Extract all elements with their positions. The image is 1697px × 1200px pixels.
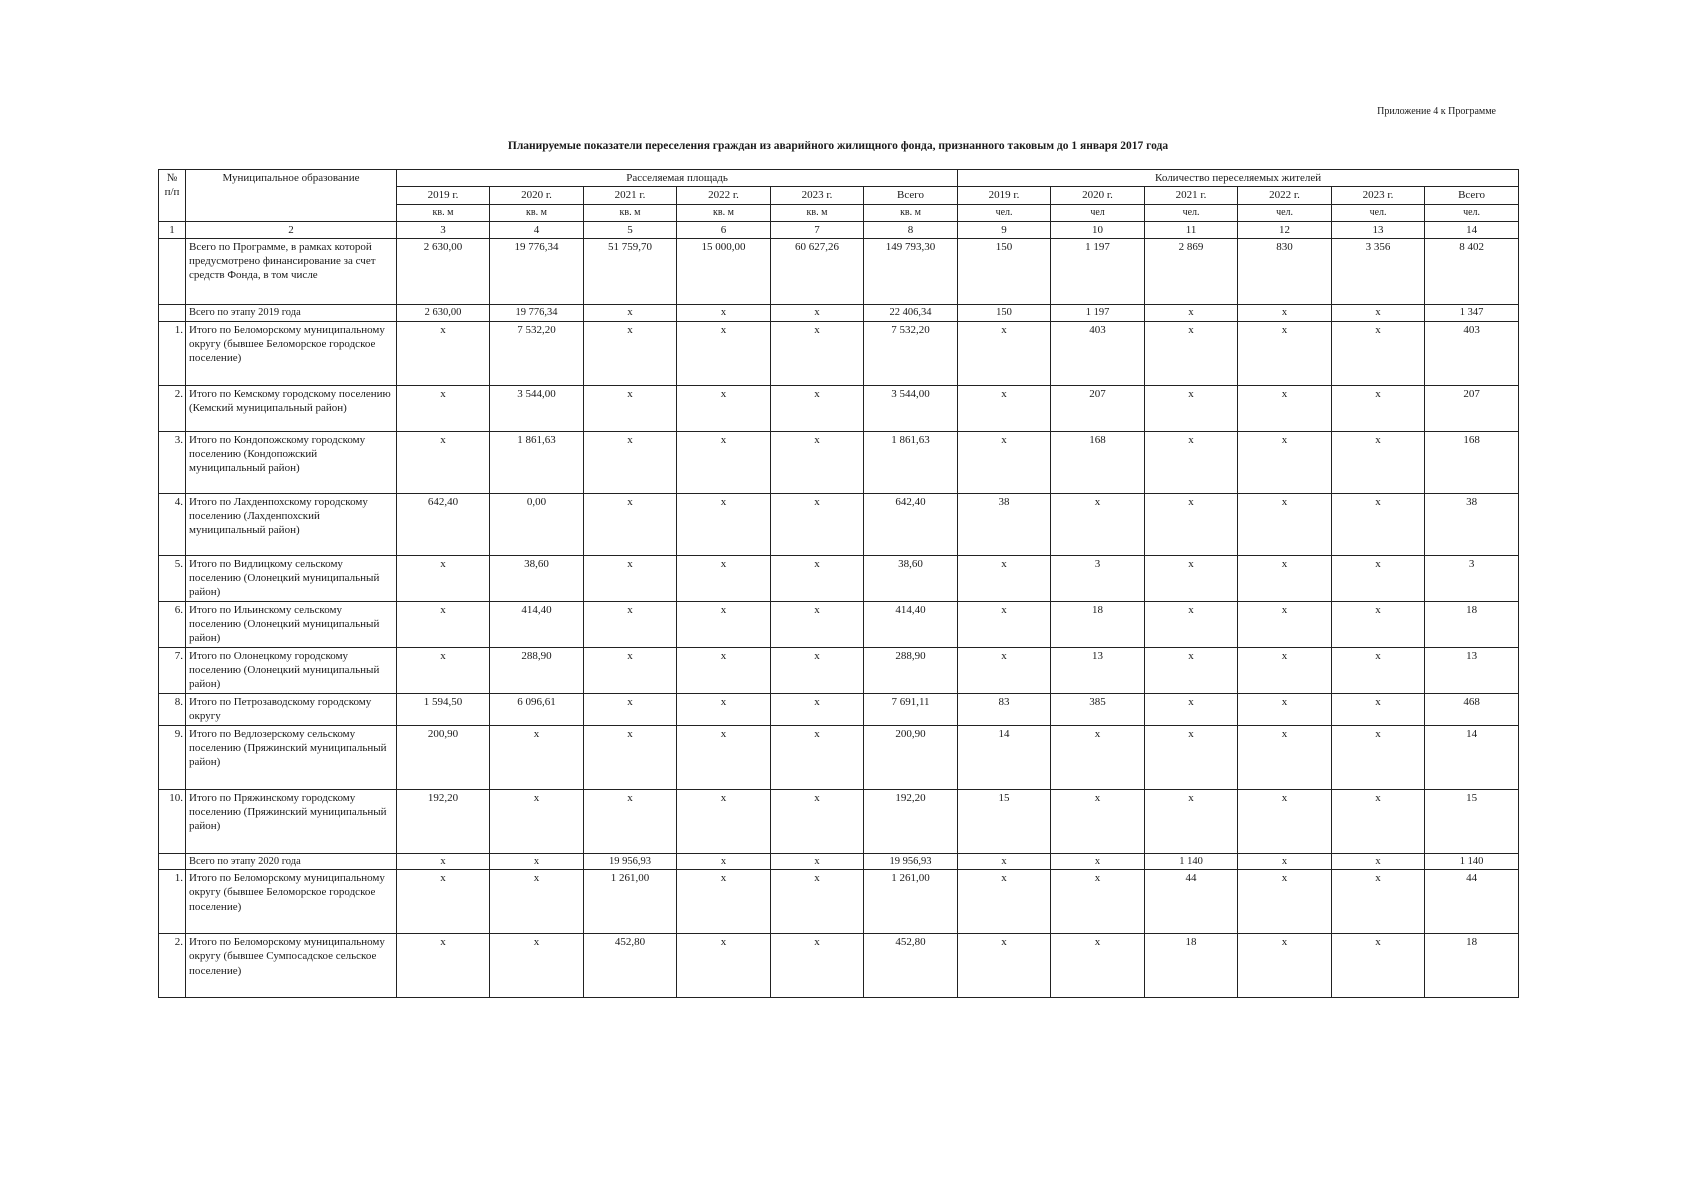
table-row (159, 431, 1519, 493)
residents-value-cell: x (1238, 693, 1332, 725)
residents-value-cell: 38 (958, 493, 1051, 555)
residents-value-cell: 1 140 (1145, 853, 1238, 870)
area-value-cell: x (771, 601, 864, 647)
col-number: 1 (159, 221, 186, 238)
header-res-year: 2021 г. (1145, 187, 1238, 204)
residents-value-cell: x (1051, 789, 1145, 853)
header-area-unit: кв. м (397, 204, 490, 221)
residents-value-cell: x (1238, 321, 1332, 385)
area-value-cell: x (677, 725, 771, 789)
stage-summary-row (159, 853, 1519, 870)
residents-value-cell: x (1238, 725, 1332, 789)
area-value-cell: x (677, 493, 771, 555)
col-number: 2 (186, 221, 397, 238)
area-value-cell: 3 544,00 (864, 385, 958, 431)
col-number: 7 (771, 221, 864, 238)
header-area-unit: кв. м (864, 204, 958, 221)
residents-value-cell: 13 (1425, 647, 1519, 693)
residents-value-cell: x (1145, 385, 1238, 431)
residents-value-cell: x (1145, 304, 1238, 321)
area-value-cell: 60 627,26 (771, 238, 864, 304)
area-value-cell: x (677, 304, 771, 321)
municipality-name: Итого по Пряжинскому городскому поселению (Пряжинский муниципальный район) (186, 789, 397, 853)
residents-value-cell: x (958, 934, 1051, 998)
area-value-cell: 7 532,20 (864, 321, 958, 385)
residents-value-cell: x (1332, 304, 1425, 321)
residents-value-cell: x (958, 431, 1051, 493)
area-value-cell: 0,00 (490, 493, 584, 555)
area-value-cell: x (584, 385, 677, 431)
residents-value-cell: 3 (1425, 555, 1519, 601)
residents-value-cell: 150 (958, 238, 1051, 304)
header-res-year: 2022 г. (1238, 187, 1332, 204)
municipality-name: Итого по Ильинскому сельскому поселению (Олонецкий муниципальный район) (186, 601, 397, 647)
residents-value-cell: 403 (1425, 321, 1519, 385)
header-res-unit: чел (1051, 204, 1145, 221)
area-value-cell: 1 261,00 (864, 870, 958, 934)
header-area-group: Расселяемая площадь (397, 170, 958, 187)
area-value-cell: x (397, 870, 490, 934)
residents-value-cell: x (1145, 789, 1238, 853)
row-number: 2. (159, 385, 186, 431)
residents-value-cell: x (958, 385, 1051, 431)
residents-value-cell: x (1332, 647, 1425, 693)
municipality-name: Итого по Кондопожскому городскому поселению (Кондопожский муниципальный район) (186, 431, 397, 493)
area-value-cell: 19 776,34 (490, 238, 584, 304)
col-number: 12 (1238, 221, 1332, 238)
residents-value-cell: x (1238, 431, 1332, 493)
header-area-unit: кв. м (677, 204, 771, 221)
area-value-cell: x (397, 431, 490, 493)
row-number: 10. (159, 789, 186, 853)
area-value-cell: x (397, 853, 490, 870)
area-value-cell: x (677, 853, 771, 870)
residents-value-cell: 1 197 (1051, 238, 1145, 304)
municipality-name: Всего по этапу 2019 года (186, 304, 397, 321)
residents-value-cell: x (1238, 493, 1332, 555)
municipality-name: Итого по Ведлозерскому сельскому поселению (Пряжинский муниципальный район) (186, 725, 397, 789)
area-value-cell: x (397, 647, 490, 693)
area-value-cell: x (584, 725, 677, 789)
area-value-cell: 1 861,63 (490, 431, 584, 493)
residents-value-cell: x (1238, 304, 1332, 321)
residents-value-cell: x (1145, 601, 1238, 647)
municipality-name: Всего по этапу 2020 года (186, 853, 397, 870)
residents-value-cell: x (1238, 555, 1332, 601)
residents-value-cell: 385 (1051, 693, 1145, 725)
header-res-year: 2020 г. (1051, 187, 1145, 204)
area-value-cell: 6 096,61 (490, 693, 584, 725)
header-area-year: 2020 г. (490, 187, 584, 204)
header-no-line1: № (166, 172, 178, 184)
area-value-cell: x (771, 493, 864, 555)
area-value-cell: x (584, 693, 677, 725)
area-value-cell: x (397, 321, 490, 385)
area-value-cell: 1 594,50 (397, 693, 490, 725)
col-number: 3 (397, 221, 490, 238)
residents-value-cell: x (958, 870, 1051, 934)
area-value-cell: 19 956,93 (584, 853, 677, 870)
area-value-cell: 7 532,20 (490, 321, 584, 385)
area-value-cell: x (677, 789, 771, 853)
residents-value-cell: 830 (1238, 238, 1332, 304)
col-number: 5 (584, 221, 677, 238)
area-value-cell: x (397, 601, 490, 647)
area-value-cell: x (490, 934, 584, 998)
area-value-cell: 452,80 (584, 934, 677, 998)
residents-value-cell: 44 (1145, 870, 1238, 934)
area-value-cell: x (771, 789, 864, 853)
residents-value-cell: 44 (1425, 870, 1519, 934)
row-number: 8. (159, 693, 186, 725)
residents-value-cell: x (1332, 321, 1425, 385)
municipality-name: Итого по Олонецкому городскому поселению (Олонецкий муниципальный район) (186, 647, 397, 693)
municipality-name: Итого по Беломорскому муниципальному округу (бывшее Сумпосадское сельское поселение) (186, 934, 397, 998)
col-number: 13 (1332, 221, 1425, 238)
area-value-cell: x (584, 601, 677, 647)
residents-value-cell: 18 (1051, 601, 1145, 647)
residents-value-cell: x (1332, 870, 1425, 934)
area-value-cell: 19 776,34 (490, 304, 584, 321)
table-row (159, 601, 1519, 647)
area-value-cell: x (584, 321, 677, 385)
table-row (159, 789, 1519, 853)
residents-value-cell: x (1145, 555, 1238, 601)
area-value-cell: x (771, 555, 864, 601)
residents-value-cell: x (958, 853, 1051, 870)
area-value-cell: x (677, 431, 771, 493)
area-value-cell: x (771, 431, 864, 493)
residents-value-cell: 14 (1425, 725, 1519, 789)
page-title: Планируемые показатели переселения граждан из аварийного жилищного фонда, признанного таковым до 1 января 2017 года (507, 140, 1169, 152)
header-area-year: 2023 г. (771, 187, 864, 204)
area-value-cell: x (771, 693, 864, 725)
col-number: 6 (677, 221, 771, 238)
municipality-name: Итого по Видлицкому сельскому поселению (Олонецкий муниципальный район) (186, 555, 397, 601)
area-value-cell: x (677, 693, 771, 725)
area-value-cell: 51 759,70 (584, 238, 677, 304)
area-value-cell: x (490, 789, 584, 853)
header-row-colnumbers (159, 221, 1519, 238)
residents-value-cell: x (1332, 493, 1425, 555)
residents-value-cell: x (1051, 493, 1145, 555)
residents-value-cell: 18 (1145, 934, 1238, 998)
area-value-cell: x (584, 789, 677, 853)
area-value-cell: x (771, 647, 864, 693)
municipality-name: Итого по Беломорскому муниципальному округу (бывшее Беломорское городское поселение) (186, 870, 397, 934)
area-value-cell: x (677, 934, 771, 998)
residents-value-cell: 1 347 (1425, 304, 1519, 321)
residents-value-cell: x (958, 647, 1051, 693)
row-number: 5. (159, 555, 186, 601)
residents-value-cell: x (1145, 647, 1238, 693)
residents-value-cell: 3 (1051, 555, 1145, 601)
area-value-cell: 200,90 (864, 725, 958, 789)
residents-value-cell: x (958, 555, 1051, 601)
area-value-cell: 192,20 (864, 789, 958, 853)
table-row (159, 385, 1519, 431)
area-value-cell: x (584, 304, 677, 321)
area-value-cell: x (771, 934, 864, 998)
residents-value-cell: 15 (1425, 789, 1519, 853)
row-number (159, 853, 186, 870)
row-number: 2. (159, 934, 186, 998)
residents-value-cell: 13 (1051, 647, 1145, 693)
table-row (159, 725, 1519, 789)
residents-value-cell: x (1145, 725, 1238, 789)
area-value-cell: 2 630,00 (397, 238, 490, 304)
area-value-cell: x (490, 870, 584, 934)
residents-value-cell: x (1332, 853, 1425, 870)
municipality-name: Итого по Беломорскому муниципальному округу (бывшее Беломорское городское поселение) (186, 321, 397, 385)
area-value-cell: 642,40 (397, 493, 490, 555)
header-area-year: Всего (864, 187, 958, 204)
col-number: 10 (1051, 221, 1145, 238)
area-value-cell: 414,40 (490, 601, 584, 647)
area-value-cell: 192,20 (397, 789, 490, 853)
header-res-year: 2019 г. (958, 187, 1051, 204)
area-value-cell: x (397, 555, 490, 601)
row-number (159, 304, 186, 321)
residents-value-cell: x (1145, 693, 1238, 725)
header-area-year: 2022 г. (677, 187, 771, 204)
area-value-cell: 642,40 (864, 493, 958, 555)
area-value-cell: x (677, 555, 771, 601)
residents-value-cell: x (1145, 431, 1238, 493)
residents-value-cell: x (1145, 321, 1238, 385)
residents-value-cell: 207 (1425, 385, 1519, 431)
residents-value-cell: 468 (1425, 693, 1519, 725)
municipality-name: Итого по Петрозаводскому городскому округу (186, 693, 397, 725)
residents-value-cell: 2 869 (1145, 238, 1238, 304)
area-value-cell: 414,40 (864, 601, 958, 647)
header-res-unit: чел. (1238, 204, 1332, 221)
area-value-cell: 200,90 (397, 725, 490, 789)
residents-value-cell: x (1332, 725, 1425, 789)
stage-summary-row (159, 304, 1519, 321)
header-res-unit: чел. (1332, 204, 1425, 221)
residents-value-cell: x (1238, 385, 1332, 431)
municipality-name: Итого по Кемскому городскому поселению (Кемский муниципальный район) (186, 385, 397, 431)
area-value-cell: x (677, 601, 771, 647)
residents-value-cell: x (1238, 789, 1332, 853)
residents-value-cell: x (1238, 934, 1332, 998)
table-row (159, 555, 1519, 601)
residents-value-cell: 168 (1425, 431, 1519, 493)
table-row (159, 647, 1519, 693)
residents-value-cell: x (958, 321, 1051, 385)
col-number: 9 (958, 221, 1051, 238)
area-value-cell: x (584, 555, 677, 601)
table-row (159, 493, 1519, 555)
residents-value-cell: 14 (958, 725, 1051, 789)
program-total-row (159, 238, 1519, 304)
area-value-cell: 7 691,11 (864, 693, 958, 725)
area-value-cell: x (677, 321, 771, 385)
area-value-cell: 38,60 (864, 555, 958, 601)
area-value-cell: x (397, 934, 490, 998)
residents-value-cell: 1 197 (1051, 304, 1145, 321)
header-res-year: 2023 г. (1332, 187, 1425, 204)
residents-value-cell: x (1051, 853, 1145, 870)
area-value-cell: x (584, 431, 677, 493)
area-value-cell: 22 406,34 (864, 304, 958, 321)
col-number: 14 (1425, 221, 1519, 238)
header-no-line2: п/п (164, 186, 180, 199)
area-value-cell: 38,60 (490, 555, 584, 601)
area-value-cell: x (771, 321, 864, 385)
header-residents-group: Количество переселяемых жителей (958, 170, 1519, 187)
residents-value-cell: x (1238, 853, 1332, 870)
residents-value-cell: x (1332, 789, 1425, 853)
residents-value-cell: x (1238, 870, 1332, 934)
residents-value-cell: 8 402 (1425, 238, 1519, 304)
residents-value-cell: x (1051, 870, 1145, 934)
col-number: 4 (490, 221, 584, 238)
area-value-cell: 452,80 (864, 934, 958, 998)
residents-value-cell: x (1332, 431, 1425, 493)
header-res-unit: чел. (1425, 204, 1519, 221)
table-row (159, 870, 1519, 934)
area-value-cell: 2 630,00 (397, 304, 490, 321)
area-value-cell: 3 544,00 (490, 385, 584, 431)
row-number: 6. (159, 601, 186, 647)
area-value-cell: x (771, 853, 864, 870)
table-row (159, 321, 1519, 385)
header-area-unit: кв. м (584, 204, 677, 221)
municipality-name: Итого по Лахденпохскому городскому поселению (Лахденпохский муниципальный район) (186, 493, 397, 555)
residents-value-cell: x (1332, 555, 1425, 601)
residents-value-cell: x (1332, 693, 1425, 725)
area-value-cell: x (771, 725, 864, 789)
residents-value-cell: x (1051, 725, 1145, 789)
row-number: 1. (159, 321, 186, 385)
header-res-unit: чел. (1145, 204, 1238, 221)
residents-value-cell: x (1332, 601, 1425, 647)
residents-value-cell: 38 (1425, 493, 1519, 555)
area-value-cell: x (490, 725, 584, 789)
residents-value-cell: 403 (1051, 321, 1145, 385)
area-value-cell: x (771, 385, 864, 431)
row-number: 9. (159, 725, 186, 789)
row-number: 1. (159, 870, 186, 934)
municipality-name: Всего по Программе, в рамках которой предусмотрено финансирование за счет средств Фонда, в том числе (186, 238, 397, 304)
residents-value-cell: x (1332, 934, 1425, 998)
residents-value-cell: 168 (1051, 431, 1145, 493)
row-number (159, 238, 186, 304)
area-value-cell: x (677, 385, 771, 431)
area-value-cell: 149 793,30 (864, 238, 958, 304)
area-value-cell: 1 261,00 (584, 870, 677, 934)
residents-value-cell: x (1145, 493, 1238, 555)
area-value-cell: 288,90 (864, 647, 958, 693)
row-number: 4. (159, 493, 186, 555)
residents-value-cell: 15 (958, 789, 1051, 853)
header-area-unit: кв. м (771, 204, 864, 221)
header-res-year: Всего (1425, 187, 1519, 204)
row-number: 7. (159, 647, 186, 693)
area-value-cell: x (584, 647, 677, 693)
residents-value-cell: 150 (958, 304, 1051, 321)
header-row-groups (159, 170, 1519, 187)
header-no (159, 170, 186, 222)
table-row (159, 693, 1519, 725)
residents-value-cell: 3 356 (1332, 238, 1425, 304)
appendix-label: Приложение 4 к Программе (1377, 106, 1496, 117)
residents-value-cell: x (1051, 934, 1145, 998)
header-area-year: 2021 г. (584, 187, 677, 204)
residents-value-cell: 207 (1051, 385, 1145, 431)
residents-value-cell: 1 140 (1425, 853, 1519, 870)
table-row (159, 934, 1519, 998)
resettlement-table (158, 169, 1519, 998)
residents-value-cell: 18 (1425, 601, 1519, 647)
col-number: 8 (864, 221, 958, 238)
area-value-cell: 19 956,93 (864, 853, 958, 870)
residents-value-cell: x (1238, 647, 1332, 693)
residents-value-cell: x (1332, 385, 1425, 431)
area-value-cell: x (490, 853, 584, 870)
residents-value-cell: x (958, 601, 1051, 647)
residents-value-cell: 83 (958, 693, 1051, 725)
residents-value-cell: 18 (1425, 934, 1519, 998)
area-value-cell: x (397, 385, 490, 431)
area-value-cell: x (584, 493, 677, 555)
header-res-unit: чел. (958, 204, 1051, 221)
row-number: 3. (159, 431, 186, 493)
header-municipality: Муниципальное образование (186, 170, 397, 222)
area-value-cell: 1 861,63 (864, 431, 958, 493)
header-area-unit: кв. м (490, 204, 584, 221)
area-value-cell: 15 000,00 (677, 238, 771, 304)
col-number: 11 (1145, 221, 1238, 238)
area-value-cell: x (771, 304, 864, 321)
header-area-year: 2019 г. (397, 187, 490, 204)
area-value-cell: x (677, 870, 771, 934)
area-value-cell: x (677, 647, 771, 693)
area-value-cell: x (771, 870, 864, 934)
residents-value-cell: x (1238, 601, 1332, 647)
area-value-cell: 288,90 (490, 647, 584, 693)
